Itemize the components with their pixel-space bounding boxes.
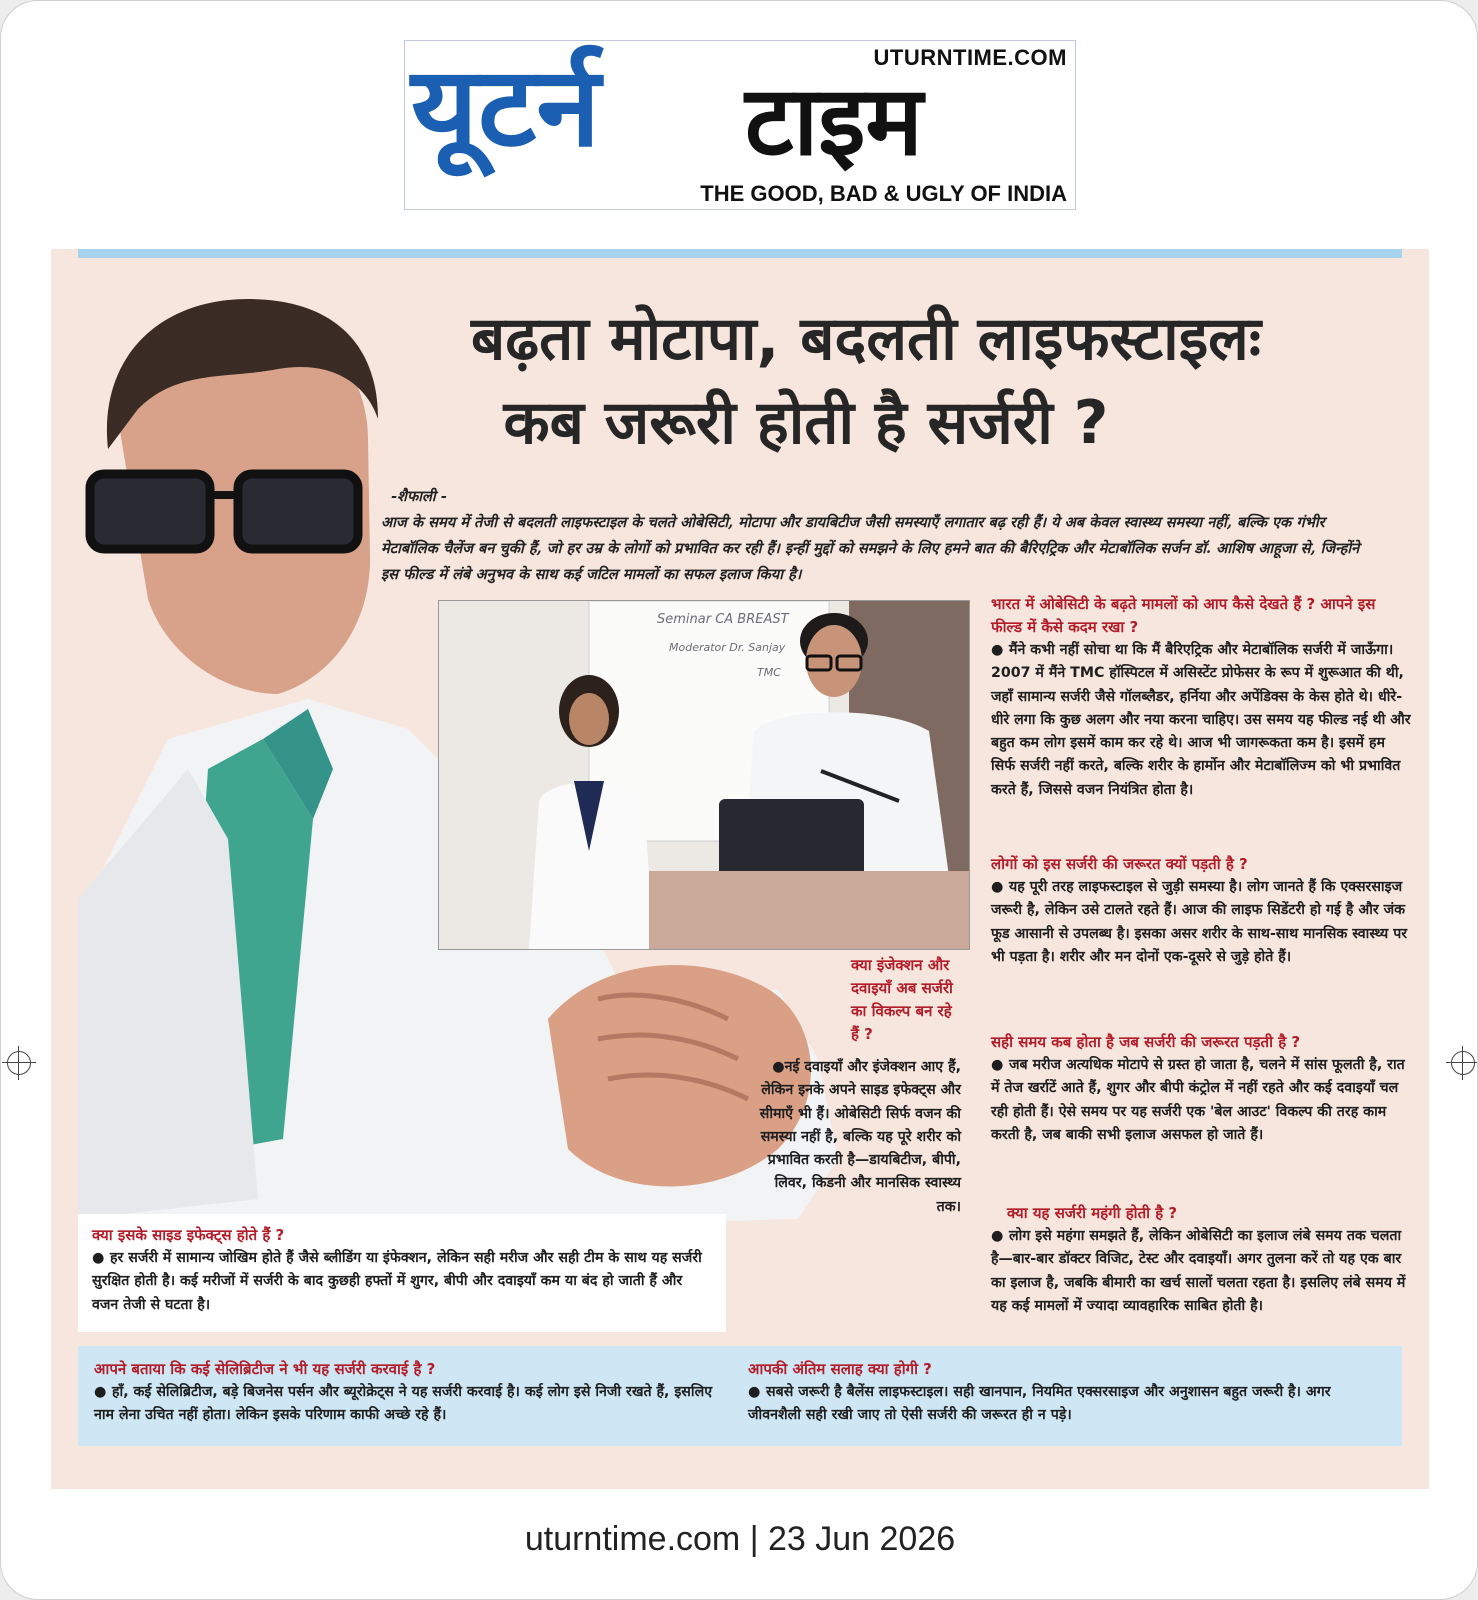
answer-celebrities <box>94 1381 734 1428</box>
qa-block-1 <box>991 593 1411 802</box>
answer-1 <box>991 639 1411 802</box>
bullet-icon: ● <box>94 1384 107 1400</box>
qa-celebrities <box>94 1358 734 1428</box>
answer-injection <box>751 1056 961 1219</box>
question-final-advice: आपकी अंतिम सलाह क्या होगी ? <box>748 1360 932 1378</box>
masthead-title-black: टाइम <box>745 65 923 177</box>
answer-side-effects <box>92 1247 712 1317</box>
qa-side-effects <box>78 1214 726 1332</box>
qa-block-2 <box>991 853 1411 969</box>
masthead-url: UTURNTIME.COM <box>873 45 1067 70</box>
answer-2 <box>991 876 1411 969</box>
masthead <box>404 40 1076 210</box>
article-page <box>51 249 1429 1489</box>
answer-4 <box>991 1225 1411 1318</box>
answer-injection-text: नई दवाइयाँ और इंजेक्शन आए हैं, लेकिन इनके अपने साइड इफेक्ट्स और सीमाएँ भी हैं। ओबेसिटी सिर्फ वजन की समस्या नहीं है, बल्कि यह पूरे शरीर को प्रभावित करती है—डायबिटीज, बीपी, लिवर, किडनी और मानसिक स्वास्थ्य तक। <box>759 1059 961 1215</box>
answer-3-text: जब मरीज अत्यधिक मोटापे से ग्रस्त हो जाता है, चलने में सांस फूलती है, रात में तेज खर्राटें आते हैं, शुगर और बीपी कंट्रोल में नहीं रहते और कई दवाइयाँ चल रही होती हैं। ऐसे समय पर यह सर्जरी एक 'बेल आउट' विकल्प की तरह काम करती है, जब बाकी सभी इलाज असफल हो जाते हैं। <box>991 1057 1405 1143</box>
question-injection: क्या इंजेक्शन और दवाइयाँ अब सर्जरी का विकल्प बन रहे हैं ? <box>851 956 953 1043</box>
question-3: सही समय कब होता है जब सर्जरी की जरूरत पड़ती है ? <box>991 1033 1301 1051</box>
qa-block-4 <box>991 1202 1411 1318</box>
bullet-icon: ● <box>991 1057 1004 1073</box>
top-accent-bar <box>78 249 1402 258</box>
answer-3 <box>991 1054 1411 1147</box>
bullet-icon: ● <box>748 1384 761 1400</box>
headline <box>351 297 1381 465</box>
answer-1-text: मैंने कभी नहीं सोचा था कि मैं बैरिएट्रिक और मेटाबॉलिक सर्जरी में जाऊँगा। 2007 में मैंने TMC हॉस्पिटल में असिस्टेंट प्रोफेसर के रूप में शुरूआत की थी, जहाँ सामान्य सर्जरी जैसे गॉलब्लैडर, हर्निया और अपेंडिक्स के केस होते थे। धीरे-धीरे लगा कि कुछ अलग और नया करना चाहिए। उस समय यह फील्ड नई थी और बहुत कम लोग इसमें काम कर रहे थे। आज भी जागरूकता कम है। इसमें हम सिर्फ सर्जरी नहीं करते, बल्कि शरीर के हार्मोन और मेटाबॉलिज्म को भी प्रभावित करते हैं, जिससे वजन नियंत्रित होता है। <box>991 642 1411 798</box>
question-4: क्या यह सर्जरी महंगी होती है ? <box>1007 1204 1178 1222</box>
byline: -शैफाली - <box>391 488 447 505</box>
bullet-icon: ● <box>991 1228 1004 1244</box>
answer-4-text: लोग इसे महंगा समझते हैं, लेकिन ओबेसिटी का इलाज लंबे समय तक चलता है—बार-बार डॉक्टर विजिट, टेस्ट और दवाइयाँ। अगर तुलना करें तो यह एक बार का इलाज है, जबकि बीमारी का खर्च सालों चलता रहता है। इसलिए लंबे समय में यह कई मामलों में ज्यादा व्यावहारिक साबित होती है। <box>991 1228 1406 1314</box>
bottom-qa-box <box>78 1346 1402 1446</box>
headline-line-1: बढ़ता मोटापा, बदलती लाइफस्टाइलः <box>471 304 1261 374</box>
masthead-tagline: THE GOOD, BAD & UGLY OF INDIA <box>700 181 1067 206</box>
footer-source-date: uturntime.com | 23 Jun 2026 <box>524 1520 956 1558</box>
bullet-icon: ● <box>991 642 1004 658</box>
answer-final-advice-text: सबसे जरूरी है बैलेंस लाइफस्टाइल। सही खानपान, नियमित एक्सरसाइज और अनुशासन बहुत जरूरी है। अगर जीवनशैली सही रखी जाए तो ऐसी सर्जरी की जरूरत ही न पड़े। <box>748 1384 1331 1424</box>
board-text-line-3: TMC <box>757 666 781 679</box>
qa-injection <box>751 954 961 1219</box>
question-celebrities: आपने बताया कि कई सेलिब्रिटीज ने भी यह सर्जरी करवाई है ? <box>94 1360 436 1378</box>
seminar-photo-image <box>439 601 969 949</box>
board-text-line-1: Seminar CA BREAST <box>657 612 789 627</box>
intro-paragraph <box>381 484 1381 588</box>
answer-2-text: यह पूरी तरह लाइफस्टाइल से जुड़ी समस्या है। लोग जानते हैं कि एक्सरसाइज जरूरी है, लेकिन उसे टालते रहते हैं। आज की लाइफ सिडेंटरी हो गई है और जंक फूड आसानी से उपलब्ध है। इसका असर शरीर के साथ-साथ मानसिक स्वास्थ्य पर भी पड़ता है। शरीर और मन दोनों एक-दूसरे से जुड़े होते हैं। <box>991 879 1408 965</box>
question-side-effects: क्या इसके साइड इफेक्ट्स होते हैं ? <box>92 1226 285 1244</box>
headline-line-2: कब जरूरी होती है सर्जरी ? <box>503 388 1109 458</box>
registration-mark-icon <box>7 1051 31 1075</box>
registration-mark-icon <box>1451 1051 1475 1075</box>
qa-final-advice <box>748 1358 1388 1428</box>
board-text-line-2: Moderator Dr. Sanjay <box>669 641 786 654</box>
question-1: भारत में ओबेसिटी के बढ़ते मामलों को आप कैसे देखते हैं ? आपने इस फील्ड में कैसे कदम रखा ? <box>991 595 1376 636</box>
answer-celebrities-text: हाँ, कई सेलिब्रिटीज, बड़े बिजनेस पर्सन और ब्यूरोक्रेट्स ने यह सर्जरी करवाई है। कई लोग इसे निजी रखते हैं, इसलिए नाम लेना उचित नहीं होता। लेकिन इसके परिणाम काफी अच्छे रहे हैं। <box>94 1384 713 1424</box>
answer-final-advice <box>748 1381 1388 1428</box>
bullet-icon: ● <box>92 1250 105 1266</box>
bullet-icon: ● <box>772 1059 785 1075</box>
masthead-title-blue: यूटर्न <box>411 43 601 171</box>
bullet-icon: ● <box>991 879 1004 895</box>
answer-side-effects-text: हर सर्जरी में सामान्य जोखिम होते हैं जैसे ब्लीडिंग या इंफेक्शन, लेकिन सही मरीज और सही टीम के साथ यह सर्जरी सुरक्षित होती है। कई मरीजों में सर्जरी के बाद कुछही हफ्तों में शुगर, बीपी और दवाइयाँ कम या बंद हो जाती हैं और वजन तेजी से घटता है। <box>92 1250 702 1313</box>
intro-text: आज के समय में तेजी से बदलती लाइफस्टाइल के चलते ओबेसिटी, मोटापा और डायबिटीज जैसी समस्याएँ लगातार बढ़ रही हैं। ये अब केवल स्वास्थ्य समस्या नहीं, बल्कि एक गंभीर मेटाबॉलिक चैलेंज बन चुकी हैं, जो हर उम्र के लोगों को प्रभावित कर रही हैं। इन्हीं मुद्दों को समझने के लिए हमने बात की बैरिएट्रिक और मेटाबॉलिक सर्जन डॉ. आशिष आहूजा से, जिन्होंने इस फील्ड में लंबे अनुभव के साथ कई जटिल मामलों का सफल इलाज किया है। <box>381 514 1360 583</box>
qa-block-3 <box>991 1031 1411 1147</box>
question-2: लोगों को इस सर्जरी की जरूरत क्यों पड़ती है ? <box>991 855 1248 873</box>
seminar-photo <box>438 600 970 950</box>
